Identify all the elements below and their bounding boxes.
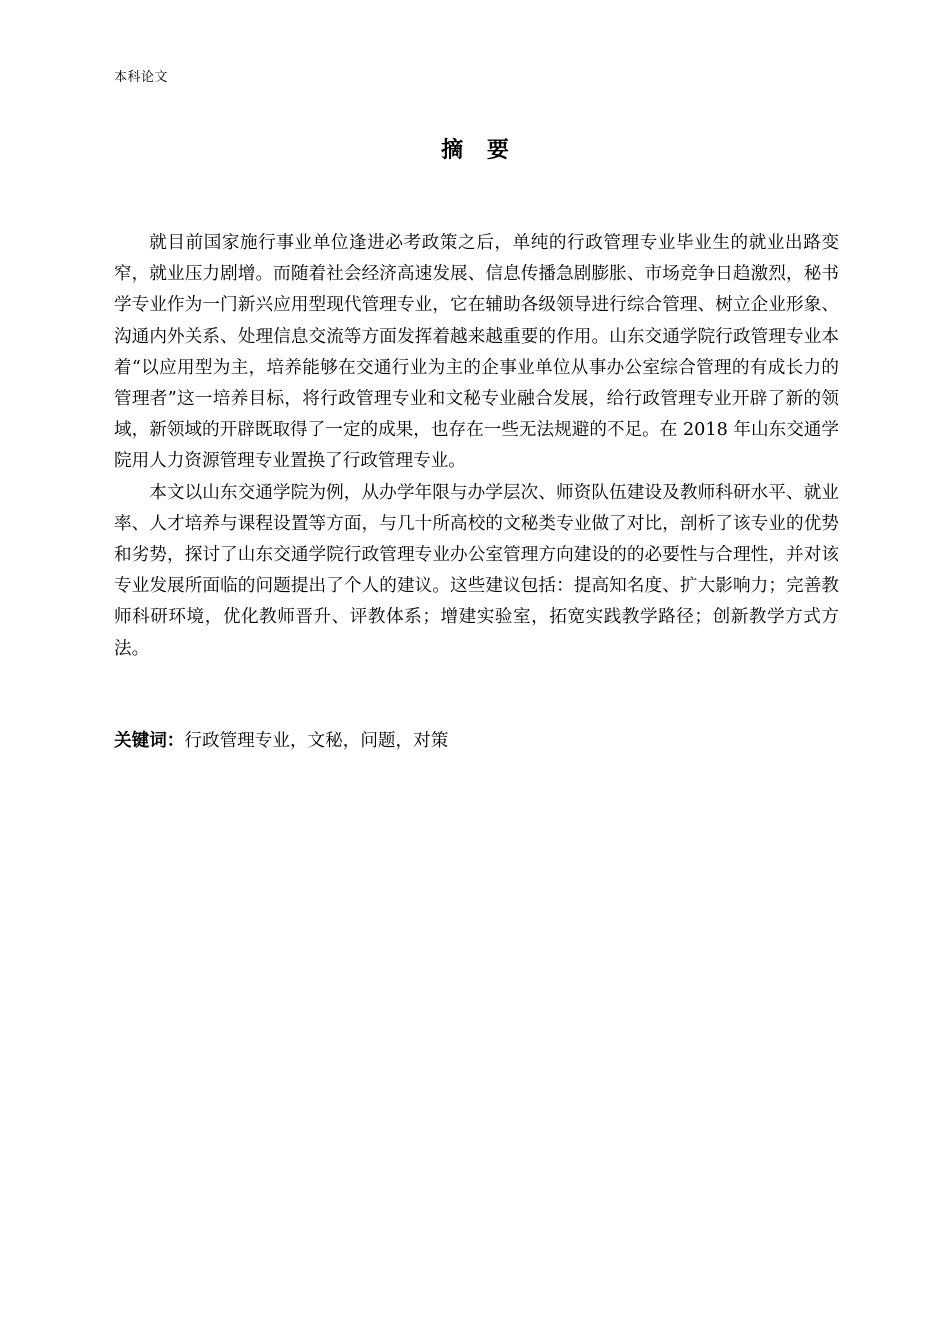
abstract-title: 摘 要: [441, 138, 517, 163]
abstract-paragraph-1: 就目前国家施行事业单位逢进必考政策之后，单纯的行政管理专业毕业生的就业出路变窄，就业压力剧增。而随着社会经济高速发展、信息传播急剧膨胀、市场竞争日趋激烈，秘书学专业作为一门新兴应用型现代管理专业，它在辅助各级领导进行综合管理、树立企业形象、沟通内外关系、处理信息交流等方面发挥着越来越重要的作用。山东交通学院行政管理专业本着“以应用型为主，培养能够在交通行业为主的企事业单位从事办公室综合管理的有成长力的管理者”这一培养目标，将行政管理专业和文秘专业融合发展，给行政管理专业开辟了新的领域，新领域的开辟既取得了一定的成果，也存在一些无法规避的不足。在 2018 年山东交通学院用人力资源管理专业置换了行政管理专业。: [114, 233, 839, 472]
keywords-text: 行政管理专业，文秘，问题，对策: [184, 731, 449, 751]
abstract-paragraph-2: 本文以山东交通学院为例，从办学年限与办学层次、师资队伍建设及教师科研水平、就业率、人才培养与课程设置等方面，与几十所高校的文秘类专业做了对比，剖析了该专业的优势和劣势，探讨了山东交通学院行政管理专业办公室管理方向建设的的必要性与合理性，并对该专业发展所面临的问题提出了个人的建议。这些建议包括：提高知名度、扩大影响力；完善教师科研环境，优化教师晋升、评教体系；增建实验室，拓宽实践教学路径；创新教学方式方法。: [114, 482, 839, 659]
keywords-line: [114, 726, 839, 757]
abstract-body: [114, 228, 839, 665]
keywords-label: 关键词：: [114, 731, 185, 751]
running-header: 本科论文: [114, 70, 169, 85]
